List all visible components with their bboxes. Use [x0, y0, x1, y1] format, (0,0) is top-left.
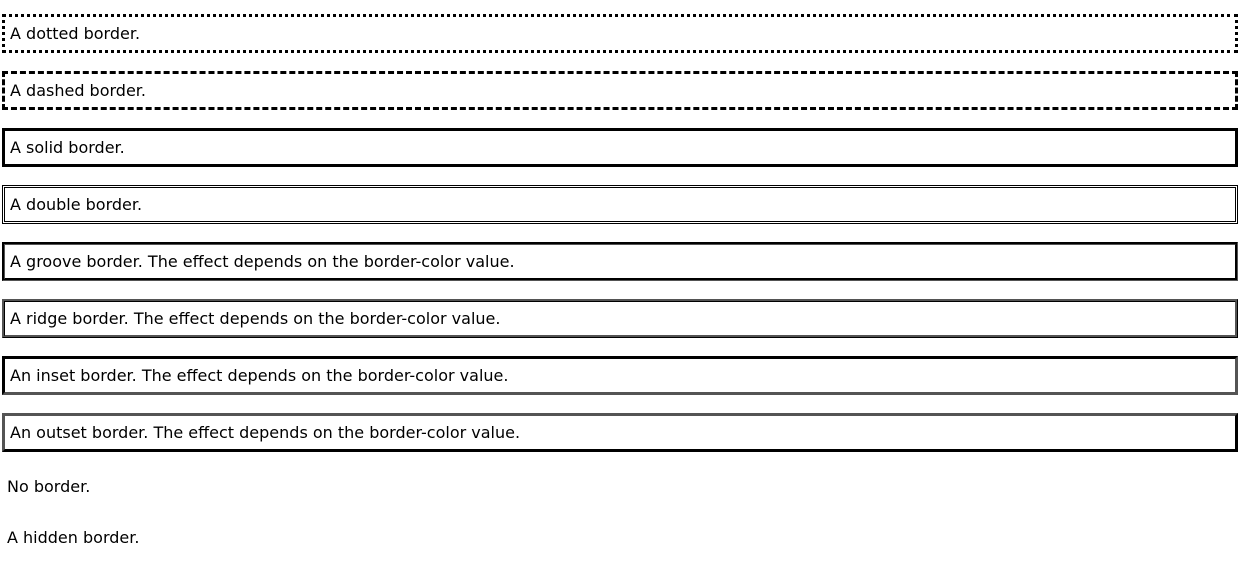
- dashed-border-paragraph: A dashed border.: [2, 71, 1238, 110]
- ridge-border-paragraph: A ridge border. The effect depends on the border-color value.: [2, 299, 1238, 338]
- groove-border-paragraph: A groove border. The effect depends on the border-color value.: [2, 242, 1238, 281]
- hidden-border-paragraph: A hidden border.: [7, 528, 140, 547]
- solid-border-paragraph: A solid border.: [2, 128, 1238, 167]
- no-border-paragraph: No border.: [7, 477, 91, 496]
- dotted-border-paragraph: A dotted border.: [2, 14, 1238, 53]
- double-border-paragraph: A double border.: [2, 185, 1238, 224]
- inset-border-paragraph: An inset border. The effect depends on the border-color value.: [2, 356, 1238, 395]
- outset-border-paragraph: An outset border. The effect depends on the border-color value.: [2, 413, 1238, 452]
